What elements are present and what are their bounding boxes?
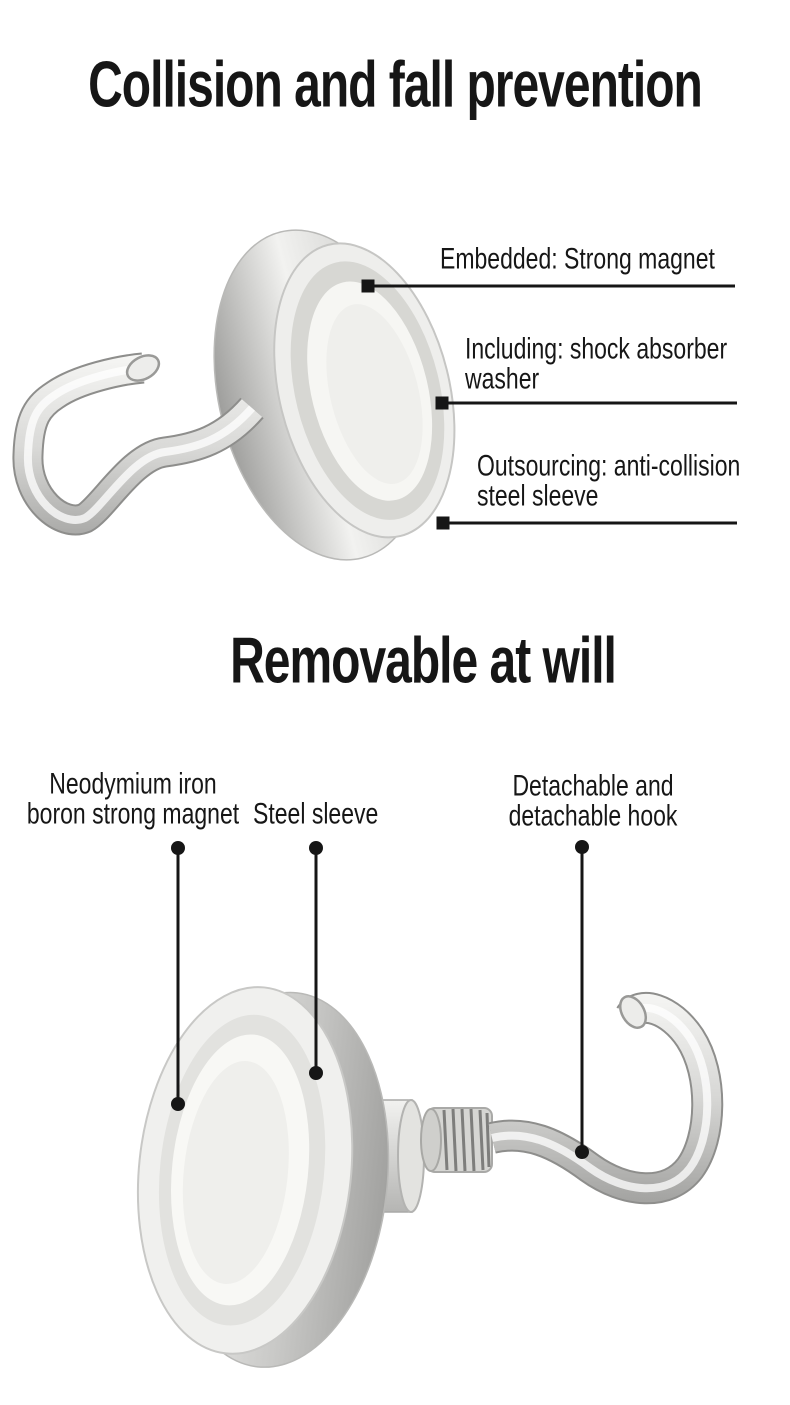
threaded-stud [421,1108,492,1172]
magnetic-hook-photo-detached [90,965,770,1405]
callout-label-anti-collision-steel-sleeve: Outsourcing: anti-collision steel sleeve [477,448,741,513]
callout-label-embedded-magnet: Embedded: Strong magnet [440,241,715,276]
section-title-removable: Removable at will [230,625,616,698]
callout-line-shock-absorber-washer [436,397,738,410]
callout-label-neodymium-magnet: Neodymium iron boron strong magnet [26,766,240,831]
callout-label-steel-sleeve: Steel sleeve [253,796,379,831]
callout-label-detachable-hook: Detachable and detachable hook [508,768,678,833]
section-title-collision: Collision and fall prevention [88,49,702,122]
callout-label-shock-absorber-washer: Including: shock absorber washer [465,331,728,396]
callout-line-anti-collision-steel-sleeve [437,517,738,530]
magnet-disc [182,201,470,580]
magnet-disc [119,976,424,1378]
detachable-hook [421,992,707,1189]
magnetic-hook-photo-assembled [0,198,470,580]
